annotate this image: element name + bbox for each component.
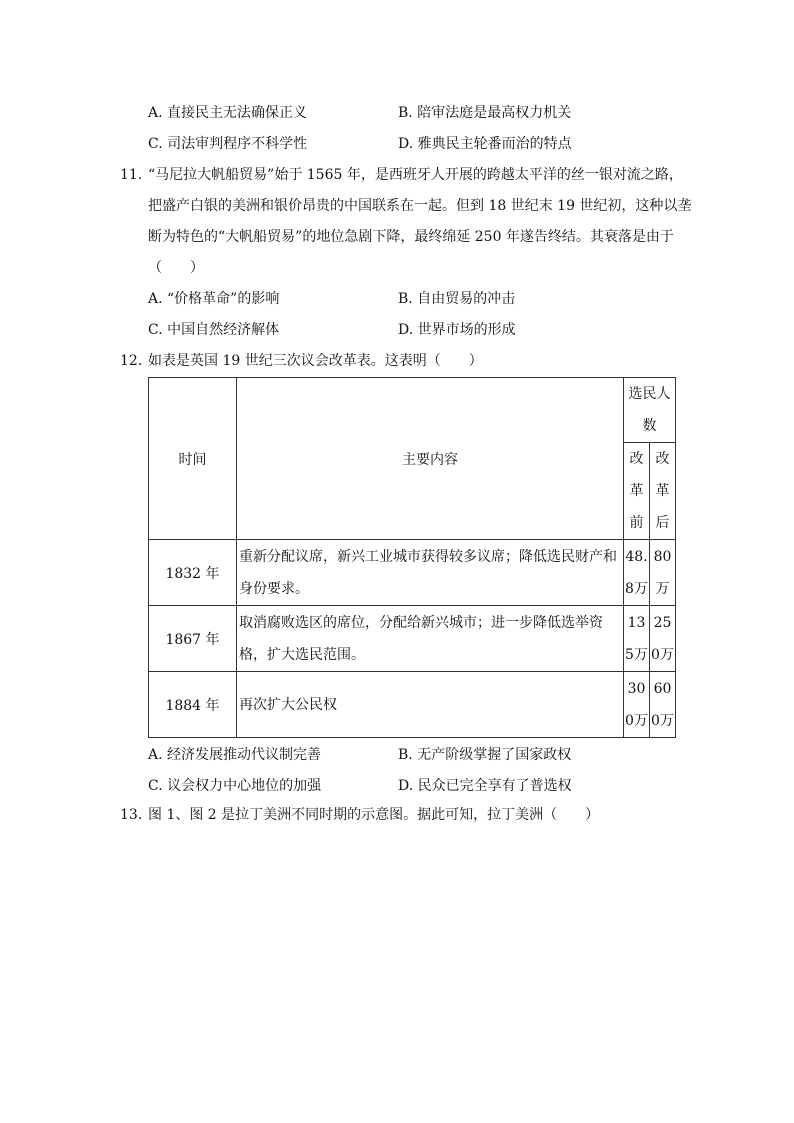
row-time: 1832 年 (149, 540, 237, 606)
header-time: 时间 (149, 378, 237, 540)
row-time: 1867 年 (149, 606, 237, 672)
q10-option-d[interactable]: D. 雅典民主轮番而治的特点 (398, 136, 572, 152)
q11-option-b[interactable]: B. 自由贸易的冲击 (398, 291, 516, 307)
q11-option-c[interactable]: C. 中国自然经济解体 (148, 322, 280, 338)
q11-option-a[interactable]: A. “价格革命”的影响 (148, 291, 280, 307)
q12-option-d[interactable]: D. 民众已完全享有了普选权 (398, 778, 572, 794)
header-before-reform: 改革前 (624, 443, 650, 540)
q12-stem: 如表是英国 19 世纪三次议会改革表。这表明（ ） (148, 353, 483, 369)
q10-option-a[interactable]: A. 直接民主无法确保正义 (148, 105, 308, 121)
row-after: 250万 (650, 606, 676, 672)
q12-number: 12. (120, 353, 143, 369)
row-content: 重新分配议席，新兴工业城市获得较多议席；降低选民财产和身份要求。 (237, 540, 624, 606)
row-after: 80万 (650, 540, 676, 606)
row-content: 取消腐败选区的席位，分配给新兴城市；进一步降低选举资格，扩大选民范围。 (237, 606, 624, 672)
q13-number: 13. (120, 807, 143, 823)
q11-answer-blank: （ ） (148, 260, 204, 276)
table-row (149, 540, 676, 606)
q11-option-d[interactable]: D. 世界市场的形成 (398, 322, 516, 338)
q13-stem: 图 1、图 2 是拉丁美洲不同时期的示意图。据此可知，拉丁美洲（ ） (148, 807, 600, 823)
reform-table (148, 377, 676, 738)
q10-option-b[interactable]: B. 陪审法庭是最高权力机关 (398, 105, 572, 121)
row-time: 1884 年 (149, 672, 237, 738)
table-row (149, 672, 676, 738)
q12-option-c[interactable]: C. 议会权力中心地位的加强 (148, 778, 322, 794)
table-row (149, 606, 676, 672)
header-voter-count: 选民人数 (624, 378, 676, 443)
row-before: 300万 (624, 672, 650, 738)
q11-stem-line-2: 把盛产白银的美洲和银价昂贵的中国联系在一起。但到 18 世纪末 19 世纪初，这种以垄 (148, 198, 692, 214)
row-after: 600万 (650, 672, 676, 738)
q12-option-b[interactable]: B. 无产阶级掌握了国家政权 (398, 747, 572, 763)
row-content: 再次扩大公民权 (237, 672, 624, 738)
q12-option-a[interactable]: A. 经济发展推动代议制完善 (148, 747, 322, 763)
q10-option-c[interactable]: C. 司法审判程序不科学性 (148, 136, 308, 152)
q11-number: 11. (120, 167, 143, 183)
q11-stem-line-3: 断为特色的“大帆船贸易”的地位急剧下降，最终绵延 250 年遂告终结。其衰落是由于 (148, 229, 674, 245)
row-before: 48.8万 (624, 540, 650, 606)
header-after-reform: 改革后 (650, 443, 676, 540)
q11-stem-line-1: “马尼拉大帆船贸易”始于 1565 年，是西班牙人开展的跨越太平洋的丝一银对流之路， (148, 167, 683, 183)
row-before: 135万 (624, 606, 650, 672)
header-main-content: 主要内容 (237, 378, 624, 540)
